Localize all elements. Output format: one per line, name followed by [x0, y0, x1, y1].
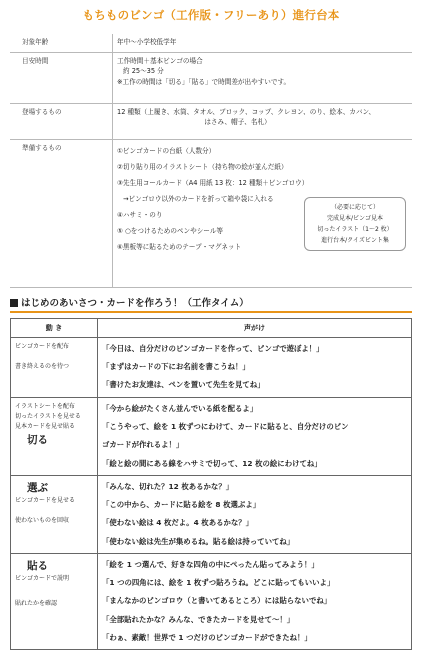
note-line: （必要に応じて）: [330, 203, 379, 211]
action-text: 見本カードを見せ貼る: [15, 423, 76, 430]
speech-line: 「全部貼れたかな？みんな、できたカードを見せて～！」: [102, 614, 295, 624]
step-label-paste: 貼る: [27, 560, 48, 572]
speech-line: 「使わない絵は 4 枚だよ。4 枚あるかな？」: [102, 518, 254, 528]
items-line: はさみ、帽子、名札）: [204, 118, 271, 126]
speech-line: 「わぁ、素敵！世界で 1 つだけのビンゴカードができたね！」: [102, 632, 312, 642]
speech-cell: [98, 398, 412, 476]
action-text: ビンゴカードを見せる: [15, 497, 76, 504]
info-table: [10, 34, 412, 288]
prep-line: ⑥黒板等に貼るためのテープ・マグネット: [117, 242, 242, 251]
action-text: ビンゴカードを配布: [15, 343, 70, 350]
action-cell: [11, 476, 98, 554]
speech-line: ゴカードが作れるよ！」: [102, 440, 184, 450]
prep-line: ④ハサミ・のり: [117, 210, 163, 219]
action-cell: [11, 398, 98, 476]
section-divider: [10, 311, 412, 313]
items-line: 12 種類（上履き、水筒、タオル、ブロック、コップ、クレヨン、のり、絵本、カバン、: [117, 107, 376, 116]
speech-line: 「今日は、自分だけのビンゴカードを作って、ビンゴで遊ぼよ！」: [102, 344, 324, 353]
action-text: 使わないものを回収: [15, 517, 70, 524]
target-value: 年中～小学校低学年: [113, 34, 413, 52]
items-label: 登場するもの: [10, 103, 113, 139]
action-cell: [11, 338, 98, 398]
prep-line: ①ビンゴカードの台紙（人数分）: [117, 146, 216, 155]
table-row: [11, 398, 412, 476]
script-table: [10, 318, 412, 650]
note-line: 進行台本/クイズビント集: [321, 236, 389, 244]
table-row: [11, 338, 412, 398]
prep-value: [113, 139, 413, 287]
time-line: ※工作の時間は「切る」「貼る」で時間差が出やすいです。: [117, 77, 291, 86]
note-line: 切ったイラスト（1～2 枚）: [317, 225, 393, 233]
section-heading: [10, 295, 412, 309]
speech-line: 「絵と絵の間にある線をハサミで切って、12 枚の絵にわけてね」: [102, 458, 322, 468]
action-text: 貼れたかを確認: [15, 600, 58, 607]
speech-cell: [98, 476, 412, 554]
target-label: 対象年齢: [10, 34, 113, 52]
prep-line: ②切り貼り用のイラストシート（持ち物の絵が並んだ紙）: [117, 162, 288, 171]
prep-line: →ビンゴロウ以外のカードを折って箱や袋に入れる: [123, 194, 274, 203]
time-line: 工作時間＋基本ビンゴの場合: [117, 56, 203, 65]
step-label-choose: 選ぶ: [27, 482, 48, 494]
speech-line: 「絵を 1 つ選んで、好きな四角の中にぺったん貼ってみよう！」: [102, 560, 319, 569]
square-bullet-icon: [10, 299, 18, 307]
action-text: 切ったイラストを見せる: [15, 413, 81, 420]
time-label: 目安時間: [10, 52, 113, 103]
items-value: [113, 103, 413, 139]
column-header-speech: 声がけ: [98, 319, 412, 338]
speech-line: 「こうやって、絵を 1 枚ずつにわけて、カードに貼ると、自分だけのビン: [102, 422, 349, 432]
speech-line: 「みんな、切れた？12 枚あるかな？」: [102, 482, 234, 491]
column-header-action: 動 き: [11, 319, 98, 338]
time-value: [113, 52, 413, 103]
speech-line: 「この中から、カードに貼る絵を 8 枚選ぶよ」: [102, 500, 261, 510]
action-text: イラストシートを配布: [15, 403, 75, 410]
action-text: ビンゴカードで説明: [15, 575, 70, 582]
step-label-cut: 切る: [27, 434, 48, 446]
prep-line: ⑤ ○をつけるためのペンやシール等: [117, 226, 223, 235]
table-row: [11, 476, 412, 554]
speech-line: 「今から絵がたくさん並んでいる紙を配るよ」: [102, 404, 258, 413]
action-cell: [11, 554, 98, 650]
optional-note-box: [304, 197, 406, 251]
section-title: はじめのあいさつ・カードを作ろう！（工作タイム）: [21, 298, 249, 309]
note-line: 完成見本/ビンゴ見本: [326, 214, 384, 222]
speech-line: 「まんなかのビンゴロウ（と書いてあるところ）には貼らないでね」: [102, 596, 332, 606]
prep-line: ③先生用コールカード（A4 用紙 13 枚：12 種類＋ビンゴロウ）: [117, 178, 309, 187]
page-title: もちものビンゴ（工作版・フリーあり）進行台本: [82, 8, 340, 22]
action-text: 書き終えるのを待つ: [15, 363, 70, 370]
prep-label: 準備するもの: [10, 139, 113, 287]
speech-line: 「まずはカードの下にお名前を書こうね！」: [102, 362, 250, 372]
table-row: [11, 554, 412, 650]
speech-line: 「1 つの四角には、絵を 1 枚ずつ貼ろうね。どこに貼ってもいいよ」: [102, 578, 335, 588]
speech-line: 「書けたお友達は、ペンを置いて先生を見てね」: [102, 380, 265, 390]
speech-cell: [98, 338, 412, 398]
speech-line: 「使わない絵は先生が集めるね。貼る絵は持っていてね」: [102, 536, 295, 546]
time-line: 約 25～35 分: [123, 67, 164, 75]
speech-cell: [98, 554, 412, 650]
